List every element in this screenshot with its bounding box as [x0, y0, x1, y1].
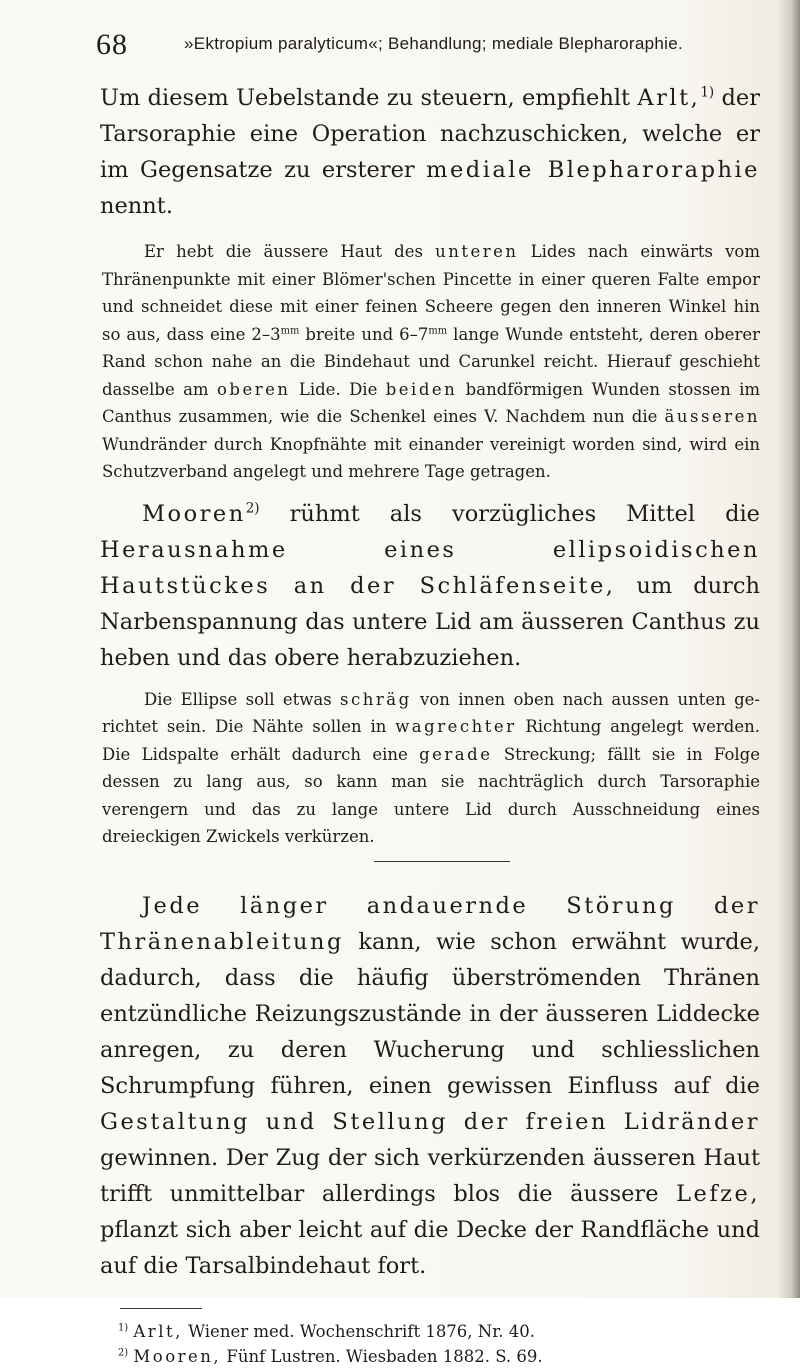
page-edge-shadow: [778, 0, 800, 1298]
running-head: »Ektropium paralyticum«; Behandlung; mediale Blepharoraphie.: [184, 34, 684, 53]
author-mooren: Mooren: [142, 500, 246, 527]
paragraph-procedure: Er hebt die äussere Haut des unteren Lides nach einwärts vom Thränenpunkte mit einer Blömer'schen Pincette in einer queren Falte empor und schneidet diese mit einer feinen Scheere gegen den inneren Winkel hin so aus, dass eine $2-3^{mm}$ breite und $6-7^{mm}$ lange Wunde entsteht, deren oberer Rand schon nahe an die Bindehaut und Carunkel reicht. Hierauf geschieht dasselbe am oberen Lide. Die beiden bandförmigen Wunden stossen im Canthus zusammen, wie die Schenkel eines V. Nachdem nun die äusseren Wundränder durch Knopfnähte mit einander vereinigt worden sind, wird ein Schutzverband angelegt und mehrere Tage getragen.: [102, 242, 760, 481]
page-body: [100, 80, 760, 1369]
footnote-divider: [120, 1308, 202, 1309]
paragraph-ellipse: Die Ellipse soll etwas schräg von innen oben nach aussen unten gerichtet sein. Die Nähte sollen in wagrechter Richtung angelegt werden. Die Lidspalte erhält dadurch eine gerade Streckung; fällt sie in Folge dessen zu lang aus, so kann man sie nachträglich durch Tarsoraphie verengern und das zu lange untere Lid durch Ausschneidung eines dreieckigen Zwickels verkürzen.: [102, 689, 760, 846]
footnote-2: $^{2)}$ Mooren, Fünf Lustren. Wiesbaden 1882. S. 69.: [118, 1346, 543, 1366]
section-divider: [374, 861, 510, 862]
paragraph-thraenenableitung: Jede länger andauernde Störung der Thränenableitung kann, wie schon erwähnt wurde, dadurch, dass die häufig überströmenden Thränen entzündliche Reizungszustände in der äusseren Liddecke anregen, zu deren Wucherung und schliesslichen Schrumpfung führen, einen gewissen Einfluss auf die Gestaltung und Stellung der freien Lidränder gewinnen. Der Zug der sich verkürzenden äusseren Haut trifft unmittelbar allerdings blos die äussere Lefze, pflanzt sich aber leicht auf die Decke der Randfläche und auf die Tarsalbindehaut fort.: [100, 892, 760, 1279]
footnote-ref-1: 1): [700, 84, 715, 101]
page-header: [96, 28, 756, 68]
author-arlt: Arlt,: [637, 85, 701, 111]
footnote-ref-2: 2): [245, 500, 260, 516]
page-number: 68: [96, 28, 128, 61]
paragraph-mooren: Mooren$^{2)}$ rühmt als vorzügliches Mittel die Herausnahme eines ellipsoidischen Hautstückes an der Schläfenseite, um durch Narbenspannung das untere Lid am äusseren Canthus zu heben und das obere herabzuziehen.: [100, 500, 760, 671]
paragraph-arlt: Um diesem Uebelstande zu steuern, empfiehlt Arlt,$^{1)}$ der Tarsoraphie eine Operation nachzuschicken, welche er im Gegensatze zu ersterer mediale Blepharoraphie nennt.: [100, 84, 760, 219]
footnote-1: $^{1)}$ Arlt, Wiener med. Wochenschrift 1876, Nr. 40.: [118, 1321, 536, 1341]
term-mediale-blepharoraphie: mediale Blepharoraphie: [426, 157, 760, 183]
